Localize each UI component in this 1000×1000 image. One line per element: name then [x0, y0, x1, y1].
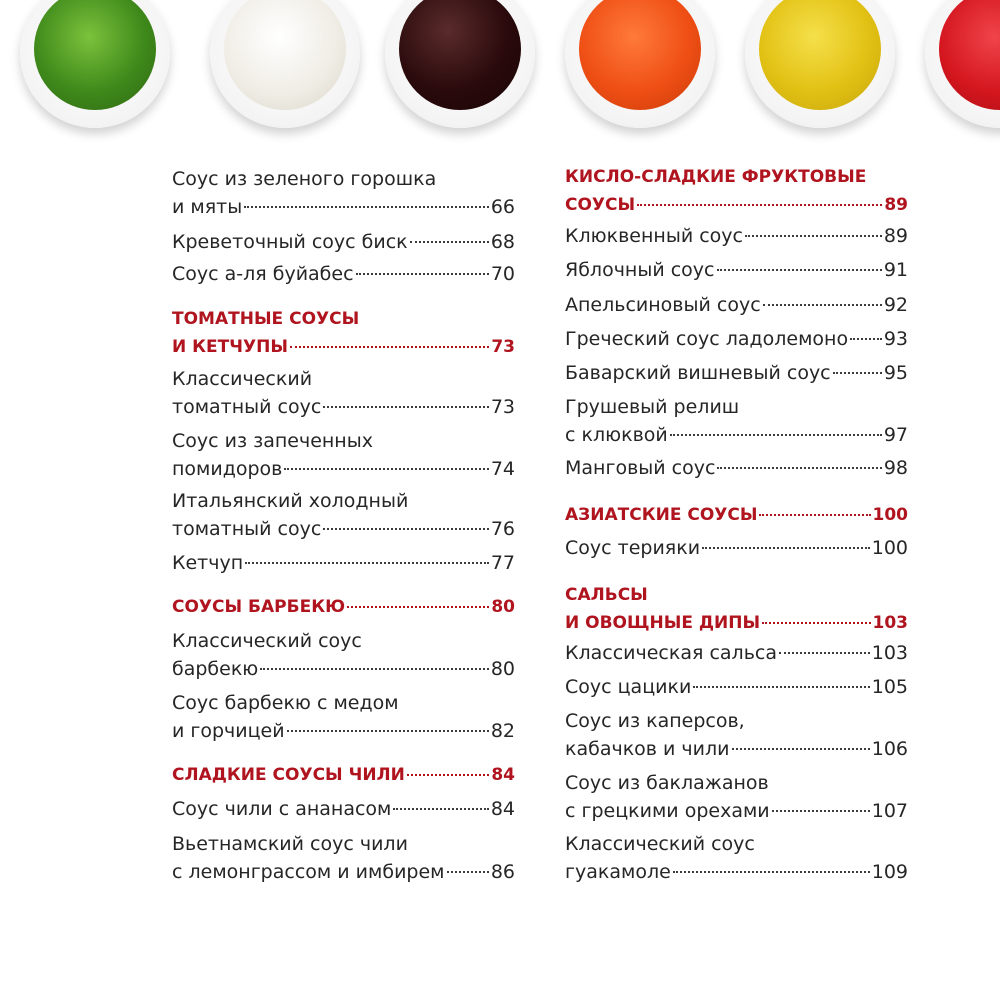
toc-entry[interactable] — [172, 427, 515, 483]
red-sauce — [939, 0, 1000, 110]
toc-entry-title: СЛАДКИЕ СОУСЫ ЧИЛИ — [172, 765, 405, 785]
toc-entry[interactable] — [172, 830, 515, 886]
toc-entry-title: Соус из запеченных — [172, 430, 373, 452]
toc-entry-line — [565, 797, 908, 825]
toc-section-heading[interactable] — [172, 593, 515, 621]
toc-entry-title: Классический — [172, 368, 313, 390]
toc-entry-line — [565, 735, 908, 763]
toc-entry-line — [565, 256, 908, 284]
toc-entry-line — [172, 515, 515, 543]
toc-entry-line — [565, 163, 908, 191]
dot-leader — [702, 547, 870, 549]
dot-leader — [717, 467, 881, 469]
toc-entry[interactable] — [565, 707, 908, 763]
toc-page-number: 106 — [871, 738, 908, 760]
toc-entry-line — [172, 427, 515, 455]
toc-entry[interactable] — [565, 673, 908, 701]
toc-entry[interactable] — [172, 228, 515, 256]
toc-section-heading[interactable] — [565, 501, 908, 529]
dot-leader — [833, 372, 882, 374]
toc-section-heading[interactable] — [565, 163, 908, 219]
mustard-sauce — [759, 0, 881, 110]
toc-section-heading[interactable] — [565, 581, 908, 637]
toc-page-number: 91 — [883, 259, 908, 281]
toc-entry-title: Итальянский холодный — [172, 490, 409, 512]
dot-leader — [670, 434, 882, 436]
dot-leader — [260, 668, 489, 670]
toc-entry-line — [172, 717, 515, 745]
toc-entry[interactable] — [565, 256, 908, 284]
dot-leader — [284, 468, 488, 470]
toc-entry-line — [565, 501, 908, 529]
soy-sauce-bowl — [385, 0, 535, 128]
toc-entry-line — [565, 639, 908, 667]
toc-entry[interactable] — [172, 795, 515, 823]
toc-entry-line — [172, 858, 515, 886]
toc-page-number: 100 — [871, 537, 908, 559]
dot-leader — [410, 241, 489, 243]
toc-page-number: 105 — [871, 676, 908, 698]
dark-sauce — [399, 0, 521, 110]
toc-entry-line — [172, 655, 515, 683]
toc-entry[interactable] — [565, 769, 908, 825]
dot-leader — [673, 871, 870, 873]
toc-entry-title: Соус терияки — [565, 537, 701, 559]
toc-entry[interactable] — [565, 454, 908, 482]
toc-entry-title: И ОВОЩНЫЕ ДИПЫ — [565, 613, 761, 633]
toc-entry[interactable] — [172, 365, 515, 421]
toc-entry-title: с грецкими орехами — [565, 800, 770, 822]
toc-page-number: 92 — [883, 294, 908, 316]
white-sauce-bowl — [210, 0, 360, 128]
toc-page-number: 68 — [490, 231, 515, 253]
toc-entry-title: КИСЛО-СЛАДКИЕ ФРУКТОВЫЕ — [565, 167, 867, 187]
toc-entry-title: Соус барбекю с медом — [172, 692, 399, 714]
toc-entry-line — [172, 393, 515, 421]
toc-page-number: 84 — [491, 765, 515, 785]
toc-entry-title: Кетчуп — [172, 552, 244, 574]
toc-page-number: 98 — [883, 457, 908, 479]
white-sauce — [224, 0, 346, 110]
toc-entry-title: гуакамоле — [565, 861, 671, 883]
toc-entry-line — [172, 593, 515, 621]
toc-entry-title: и мяты — [172, 196, 243, 218]
toc-entry-line — [565, 421, 908, 449]
dot-leader — [779, 652, 870, 654]
toc-entry-title: Соус из зеленого горошка — [172, 168, 437, 190]
toc-entry-line — [172, 795, 515, 823]
toc-entry-line — [172, 455, 515, 483]
dot-leader — [244, 206, 489, 208]
dot-leader — [287, 730, 489, 732]
dot-leader — [356, 273, 489, 275]
toc-entry[interactable] — [565, 291, 908, 319]
toc-entry-title: Вьетнамский соус чили — [172, 833, 408, 855]
toc-entry-title: томатный соус — [172, 396, 322, 418]
toc-page-number: 95 — [883, 362, 908, 384]
toc-entry-title: Греческий соус ладолемоно — [565, 328, 849, 350]
toc-entry-title: Соус цацики — [565, 676, 692, 698]
toc-entry-line — [565, 673, 908, 701]
toc-page-number: 89 — [883, 225, 908, 247]
dot-leader — [759, 514, 870, 516]
orange-sauce — [579, 0, 701, 110]
toc-entry-line — [565, 222, 908, 250]
toc-entry[interactable] — [172, 549, 515, 577]
toc-entry-title: АЗИАТСКИЕ СОУСЫ — [565, 505, 758, 525]
toc-entry-line — [172, 830, 515, 858]
toc-entry-title: СОУСЫ БАРБЕКЮ — [172, 597, 346, 617]
dot-leader — [717, 269, 882, 271]
toc-entry-line — [565, 454, 908, 482]
toc-entry[interactable] — [565, 393, 908, 449]
toc-entry[interactable] — [172, 165, 515, 221]
toc-page-number: 80 — [491, 597, 515, 617]
toc-entry-line — [565, 707, 908, 735]
dot-leader — [347, 606, 489, 608]
toc-entry-title: с лемонграссом и имбирем — [172, 861, 445, 883]
toc-entry[interactable] — [565, 639, 908, 667]
toc-entry[interactable] — [172, 627, 515, 683]
toc-entry[interactable] — [565, 222, 908, 250]
toc-entry-title: Соус из каперсов, — [565, 710, 745, 732]
toc-entry-line — [565, 291, 908, 319]
toc-entry-line — [565, 534, 908, 562]
toc-entry-title: Баварский вишневый соус — [565, 362, 831, 384]
dot-leader — [323, 406, 489, 408]
toc-entry-line — [172, 365, 515, 393]
toc-entry-line — [565, 393, 908, 421]
toc-entry[interactable] — [565, 534, 908, 562]
toc-entry-line — [172, 193, 515, 221]
toc-entry-title: САЛЬСЫ — [565, 585, 648, 605]
toc-entry-title: кабачков и чили — [565, 738, 730, 760]
toc-page-number: 70 — [490, 263, 515, 285]
dot-leader — [245, 562, 489, 564]
toc-entry-title: Соус чили с ананасом — [172, 798, 392, 820]
dot-leader — [763, 304, 882, 306]
toc-entry-title: с клюквой — [565, 424, 668, 446]
toc-entry-title: Манговый соус — [565, 457, 716, 479]
toc-entry-line — [172, 260, 515, 288]
toc-entry-line — [172, 761, 515, 789]
toc-entry-title: СОУСЫ — [565, 195, 636, 215]
toc-entry-line — [172, 333, 515, 361]
toc-entry[interactable] — [172, 260, 515, 288]
dot-leader — [323, 528, 489, 530]
dot-leader — [407, 774, 489, 776]
toc-page-number: 76 — [490, 518, 515, 540]
dot-leader — [745, 235, 882, 237]
toc-entry[interactable] — [565, 830, 908, 886]
toc-entry-line — [565, 191, 908, 219]
toc-entry-title: Соус из баклажанов — [565, 772, 769, 794]
toc-entry-line — [565, 325, 908, 353]
green-pea-sauce-bowl — [20, 0, 170, 128]
toc-page-number: 74 — [490, 458, 515, 480]
toc-entry-title: Соус а-ля буйабес — [172, 263, 354, 285]
dot-leader — [393, 808, 488, 810]
toc-entry-line — [172, 487, 515, 515]
toc-entry-title: И КЕТЧУПЫ — [172, 337, 288, 357]
toc-page-number: 109 — [871, 861, 908, 883]
toc-entry-title: и горчицей — [172, 720, 285, 742]
toc-page-number: 107 — [871, 800, 908, 822]
toc-page-number: 84 — [490, 798, 515, 820]
toc-entry-line — [565, 581, 908, 609]
toc-entry[interactable] — [565, 325, 908, 353]
toc-page-number: 73 — [491, 337, 515, 357]
toc-entry-line — [172, 305, 515, 333]
toc-section-heading[interactable] — [172, 761, 515, 789]
dot-leader — [637, 204, 882, 206]
dot-leader — [732, 748, 870, 750]
toc-entry-title: томатный соус — [172, 518, 322, 540]
toc-entry-title: Клюквенный соус — [565, 225, 743, 247]
dot-leader — [290, 346, 489, 348]
orange-sauce-bowl — [565, 0, 715, 128]
dot-leader — [850, 338, 882, 340]
toc-page-number: 86 — [490, 861, 515, 883]
green-sauce — [34, 0, 156, 110]
toc-page-number: 80 — [490, 658, 515, 680]
red-sauce-bowl — [925, 0, 1000, 128]
dot-leader — [772, 810, 870, 812]
toc-section-heading[interactable] — [172, 305, 515, 361]
toc-entry[interactable] — [172, 487, 515, 543]
toc-entry-line — [172, 689, 515, 717]
toc-page-number: 93 — [883, 328, 908, 350]
toc-entry-title: Апельсиновый соус — [565, 294, 761, 316]
toc-page-number: 82 — [490, 720, 515, 742]
toc-entry-title: Креветочный соус биск — [172, 231, 408, 253]
toc-entry[interactable] — [172, 689, 515, 745]
dot-leader — [762, 622, 870, 624]
toc-page-number: 66 — [490, 196, 515, 218]
toc-page-number: 89 — [884, 195, 908, 215]
toc-entry-line — [172, 549, 515, 577]
toc-entry-title: Классический соус — [565, 833, 755, 855]
toc-entry-line — [565, 769, 908, 797]
toc-entry-line — [565, 359, 908, 387]
toc-entry-title: Грушевый релиш — [565, 396, 740, 418]
toc-entry-title: ТОМАТНЫЕ СОУСЫ — [172, 309, 360, 329]
toc-page-number: 97 — [883, 424, 908, 446]
dot-leader — [447, 871, 489, 873]
toc-entry-title: помидоров — [172, 458, 283, 480]
toc-entry-line — [565, 609, 908, 637]
toc-page-number: 73 — [490, 396, 515, 418]
toc-entry-line — [565, 858, 908, 886]
sauce-bowls-strip — [0, 0, 1000, 135]
toc-page-number: 103 — [871, 642, 908, 664]
dot-leader — [693, 686, 869, 688]
toc-entry-title: Яблочный соус — [565, 259, 715, 281]
toc-entry-title: барбекю — [172, 658, 259, 680]
toc-page-number: 103 — [872, 613, 908, 633]
toc-entry-title: Классическая сальса — [565, 642, 777, 664]
toc-page-number: 77 — [490, 552, 515, 574]
toc-page-number: 100 — [872, 505, 908, 525]
mustard-sauce-bowl — [745, 0, 895, 128]
toc-entry-line — [172, 228, 515, 256]
toc-entry[interactable] — [565, 359, 908, 387]
toc-entry-line — [172, 627, 515, 655]
toc-entry-line — [565, 830, 908, 858]
toc-entry-line — [172, 165, 515, 193]
toc-entry-title: Классический соус — [172, 630, 362, 652]
